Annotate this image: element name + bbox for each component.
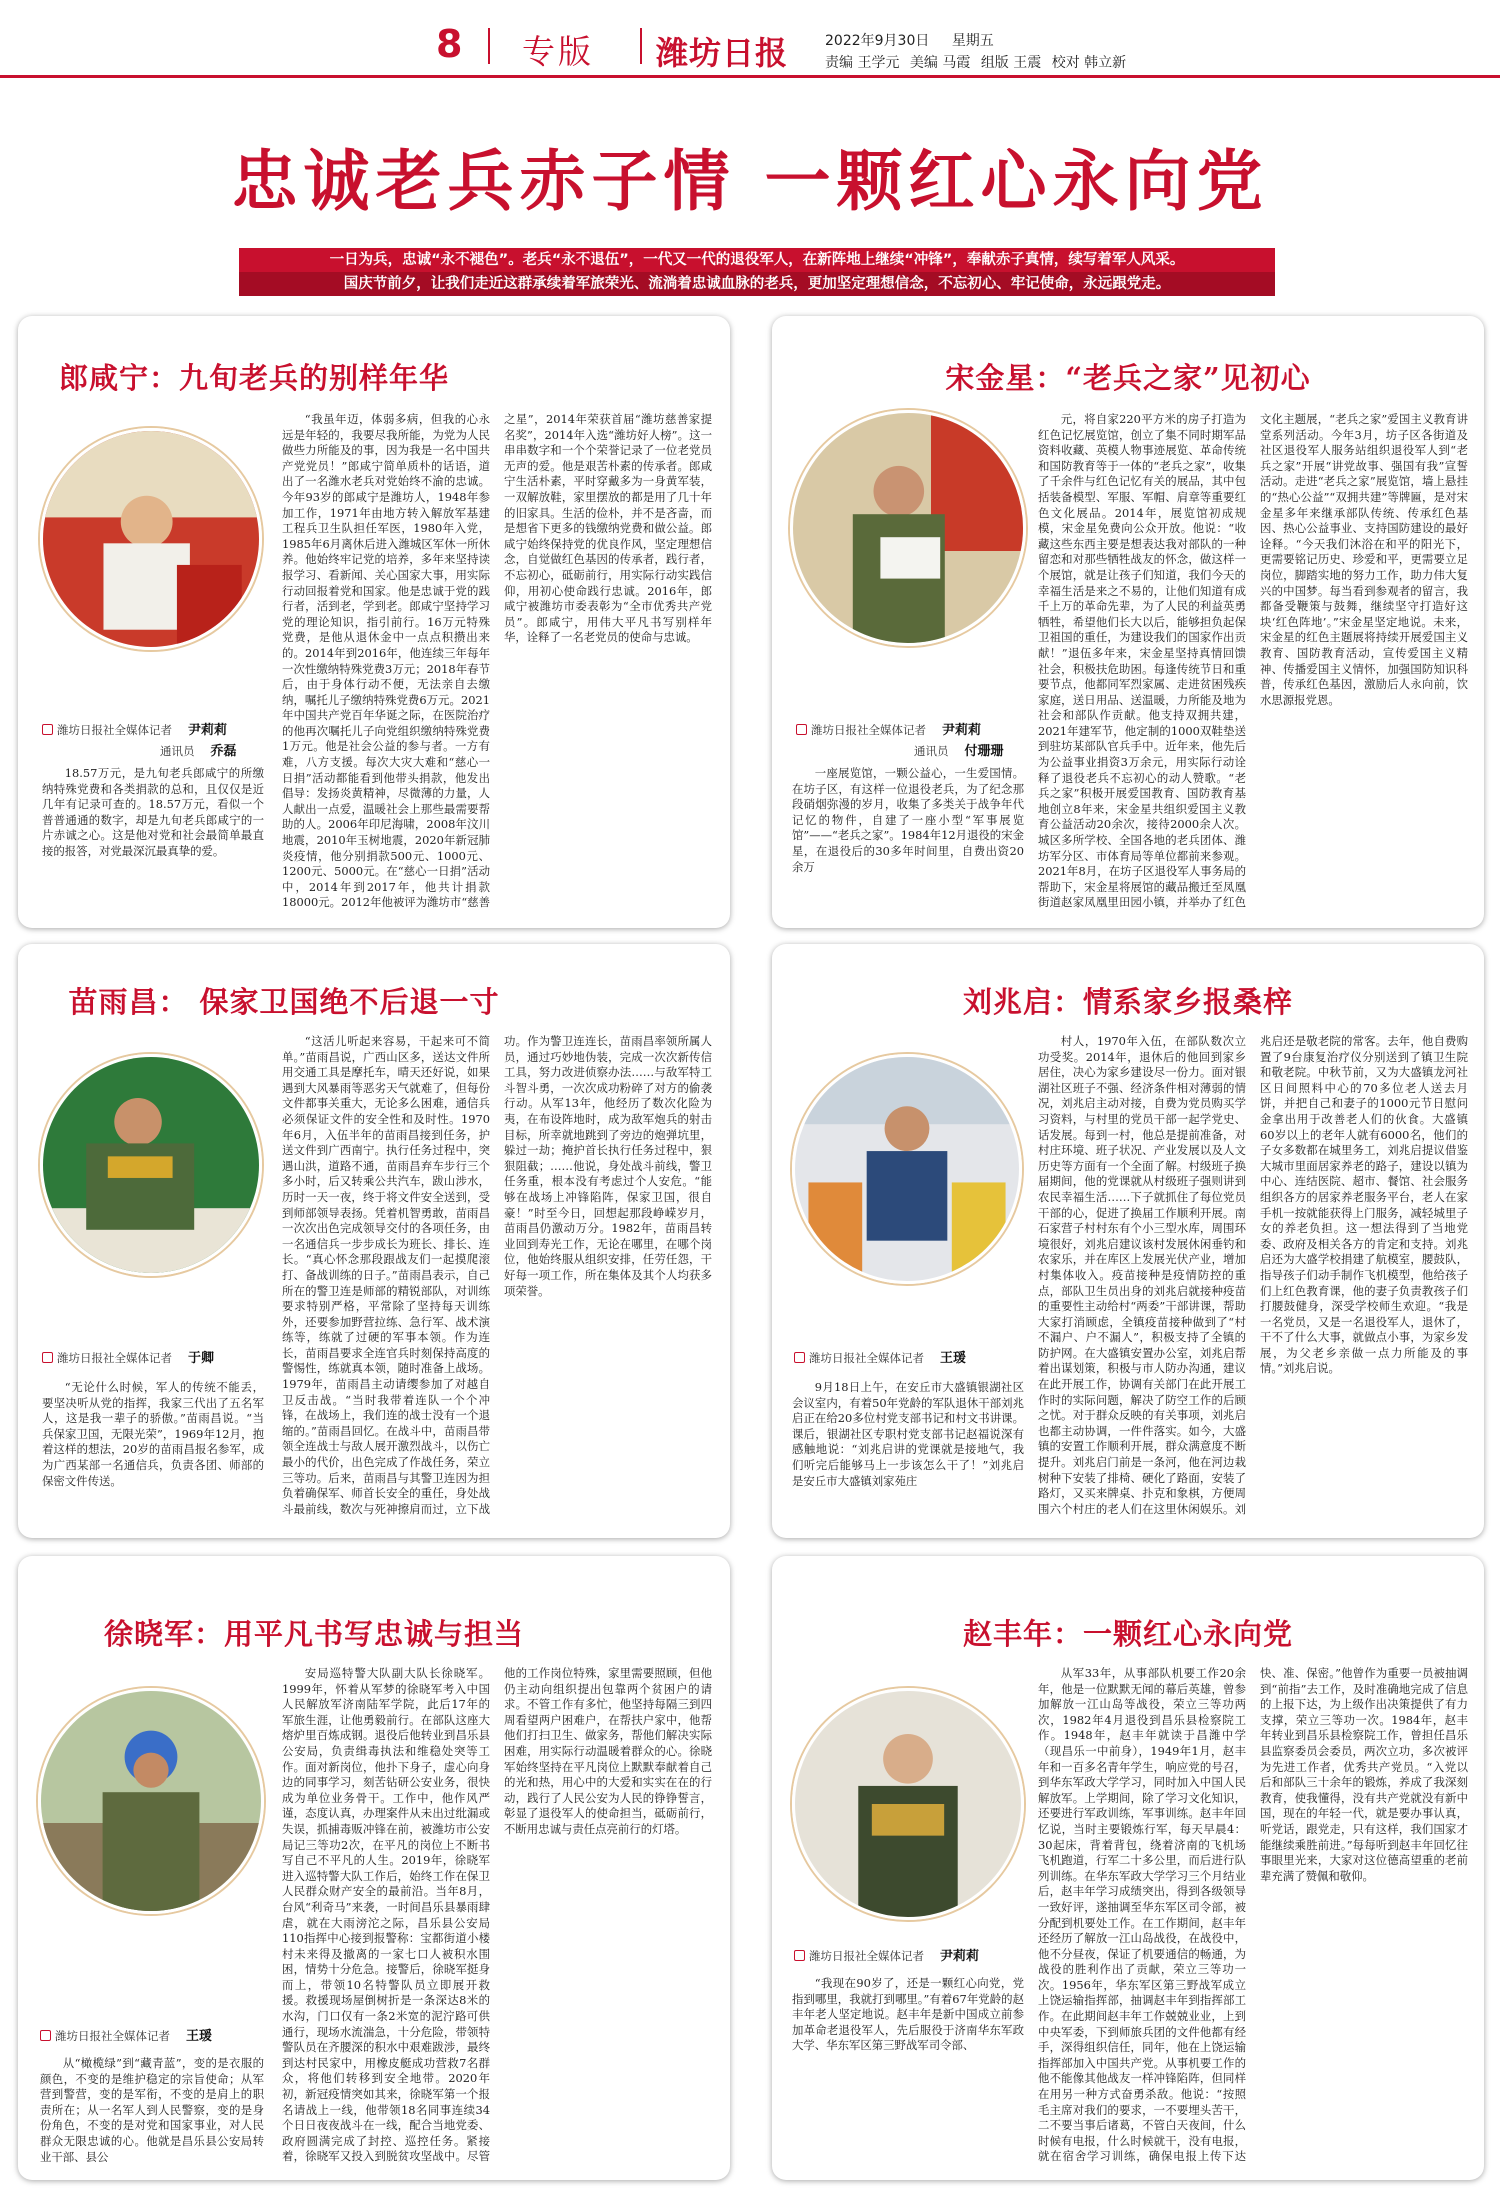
article-lead: 从“橄榄绿”到“藏青蓝”，变的是衣服的颜色，不变的是维护稳定的宗旨使命；从军营到警营，变的是军衔，不变的是肩上的职责所在；从一名军人到人民警察，变的是身份角色，不变的是对党和国家事业，对人民群众无限忠诚的心。他就是昌乐县公安局转业干部、县公 <box>40 2056 264 2164</box>
byline-label: 潍坊日报社全媒体记者 <box>809 1351 924 1365</box>
masthead-divider <box>640 28 642 64</box>
layout-credit: 组版 王震 <box>980 55 1042 71</box>
page-number: 8 <box>436 22 463 66</box>
article-body: “这活儿听起来容易，干起来可不简单。”苗雨昌说，广西山区多，送达文件所用交通工具是摩托车，晴天还好说，如果遇到大风暴雨等恶劣天气就难了，但每份文件都事关重大，无论多么困难，通信兵必须保证文件的安全性和及时性。1970年6月，入伍半年的苗雨昌接到任务，护送文件到广西南宁。执行任务过程中，突遇山洪，道路不通，苗雨昌弃车步行三个多小时，后又转乘公共汽车，跋山涉水，历时一天一夜，终于将文件安全送到，受到师部领导表扬。凭着机智勇敢，苗雨昌一次次出色完成领导交付的各项任务，由一名通信兵一步步成长为班长、排长、连长。“真心怀念那段跟战友们一起摸爬滚打、备战训练的日子。”苗雨昌表示，自己所在的警卫连是师部的精锐部队，对训练要求特别严格，平常除了坚持每天训练外，还要参加野营拉练、急行军、战术演练等，练就了过硬的军事本领。作为连长，苗雨昌要求全连官兵时刻保持高度的警惕性，练就真本领，随时准备上战场。1979年，苗雨昌主动请缨参加了对越自卫反击战。“当时我带着连队一个个冲锋，在战场上，我们连的战士没有一个退缩的。”苗雨昌回忆。在战斗中，苗雨昌带领全连战士与敌人展开激烈战斗，以伤亡最小的代价，出色完成了作战任务，荣立三等功。后来，苗雨昌与其警卫连因为担负着确保军、师首长安全的重任，身处战斗最前线，数次与死神擦肩而过，立下战功。作为警卫连连长，苗雨昌率领所属人员，通过巧妙地伪装，完成一次次新传信工具，努力改进侦察办法……与敌军特工斗智斗勇，一次次成功粉碎了对方的偷袭行动。从军13年，他经历了数次化险为夷，在布设阵地时，成为敌军炮兵的射击目标，所幸就地跳到了旁边的炮弹坑里，躲过一劫；掩护首长执行任务过程中，狠狠阻截；……他说，身处战斗前线，警卫任务重，根本没有考虑过个人安危。“能够在战场上冲锋陷阵，保家卫国，很自豪！”时至今日，回想起那段峥嵘岁月，苗雨昌仍激动万分。1982年，苗雨昌转业回到寿光工作，无论在哪里，在哪个岗位，他始终服从组织安排，任劳任怨，干好每一项工作，所在集体及其个人均获多项荣誉。 <box>282 1034 712 1516</box>
portrait-photo <box>40 1054 262 1276</box>
masthead-meta <box>825 30 1144 74</box>
correspondent-name: 付珊珊 <box>964 744 1004 759</box>
reporter-name: 王瑗 <box>186 2029 213 2044</box>
article-body: 从军33年，从事部队机要工作20余年，他是一位默默无闻的幕后英雄，曾参加解放一江山岛等战役，荣立三等功两次，1982年4月退役到昌乐县检察院工作。1948年，赵丰年就读于昌潍中学（现昌乐一中前身），1949年1月，赵丰年和一百多名青年学生，响应党的号召，到华东军政大学学习，同时加入中国人民解放军。上学期间，除了学习文化知识，还要进行军政训练，军事训练。赵丰年回忆说，当时主要锻炼行军，每天早晨4：30起床，背着背包，绕着济南的飞机场飞机跑道，行军二十多公里，而后进行队列训练。在华东军政大学学习三个月结业后，赵丰年学习成绩突出，得到各级领导一致好评，遂抽调至华东军区司令部，被分配到机要处工作。在工作期间，赵丰年还经历了解放一江山岛战役，在战役中，他不分昼夜，保证了机要通信的畅通，为战役的胜利作出了贡献，荣立三等功一次。1956年，华东军区第三野战军成立上饶运输指挥部，抽调赵丰年到指挥部工作。在此期间赵丰年工作兢兢业业，上到中央军委，下到师旅兵团的文件他都有经手，深得组织信任，同年，他在上饶运输指挥部加入中国共产党。从事机要工作的他不能像其他战友一样冲锋陷阵，但同样在用另一种方式奋勇杀敌。他说：“按照毛主席对我们的要求，一不要埋头苦干，二不要当事后诸葛，不管白天夜间，什么时候有电报，什么时候就干，没有电报，就在宿舍学习训练，确保电报上传下达快、准、保密。”他曾作为重要一员被抽调到“前指”去工作，及时准确地完成了信息的上报下达，为上级作出决策提供了有力支撑，荣立三等功一次。1984年，赵丰年转业到昌乐县检察院工作，曾担任昌乐县监察委员会委员，两次立功，多次被评为先进工作者，优秀共产党员。“入党以后和部队三十余年的锻炼，养成了我深刻教育，使我懂得，没有共产党就没有新中国，现在的年轻一代，就是要办事认真，听党话，跟党走，只有这样，我们国家才能继续乘胜前进。”每每听到赵丰年回忆往事眼里光来，大家对这位德高望重的老前辈充满了赞佩和敬仰。 <box>1038 1666 1468 2164</box>
byline-sub-label: 通讯员 <box>160 744 195 758</box>
correspondent-name: 乔磊 <box>210 744 237 759</box>
section-name: 专版 <box>522 32 594 71</box>
reporter-name: 王瑗 <box>940 1351 967 1366</box>
paper-mark-icon <box>42 724 53 735</box>
article-lead: 9月18日上午，在安丘市大盛镇银湖社区会议室内，有着50年党龄的军队退休干部刘兆启正在给20多位村党支部书记和村文书讲课。课后，银湖社区专职村党支部书记赵福说深有感触地说：“刘兆启讲的党课就是接地气，我们听完后能够马上一步该怎么干了！”刘兆启是安丘市大盛镇刘家苑庄 <box>792 1380 1024 1488</box>
byline-label: 潍坊日报社全媒体记者 <box>811 723 926 737</box>
paper-mark-icon <box>794 1352 805 1363</box>
article-body: 安局巡特警大队副大队长徐晓军。1999年，怀着从军梦的徐晓军考入中国人民解放军济南陆军学院，此后17年的军旅生涯，让他勇毅前行。在部队这座大熔炉里百炼成钢。退役后他转业到昌乐县公安局，负责缉毒执法和维稳处突等工作。面对新岗位，他扑下身子，虚心向身边的同事学习，刻苦钻研公安业务，很快成为单位业务骨干。工作中，他作风严谨，态度认真，办理案件从未出过纰漏或失误，抓捕毒贩冲锋在前，被潍坊市公安局记三等功2次，在平凡的岗位上不断书写自己不平凡的人生。2019年，徐晓军进入巡特警大队工作后，始终工作在保卫人民群众财产安全的最前沿。当年8月，台风“利奇马”来袭，一时间昌乐县暴雨肆虐，就在大雨滂沱之际，昌乐县公安局110指挥中心接到报警称：宝都街道小楼村未来得及撤离的一家七口人被积水围困，情势十分危急。接警后，徐晓军挺身而上，带领10名特警队员立即展开救援。救援现场屋倒树折是一条深达8米的水沟，门口仅有一条2米宽的泥泞路可供通行，现场水流湍急，十分危险，带领特警队员在齐腰深的积水中艰难跋涉，最终到达村民家中，用橡皮艇成功营救7名群众，将他们转移到安全地带。2020年初，新冠疫情突如其来，徐晓军第一个报名请战上一线，他带领18名同事连续34个日日夜夜战斗在一线，配合当地党委、政府圆满完成了封控、巡控任务。紧接着，徐晓军又投入到脱贫攻坚战中。尽管他的工作岗位特殊，家里需要照顾，但他仍主动向组织提出包靠两个贫困户的请求。不管工作有多忙，他坚持每隔三到四周看望两户困难户，在帮扶户家中，他帮他们打扫卫生、做家务，帮他们解决实际困难，用实际行动温暖着群众的心。徐晓军始终坚持在平凡岗位上默默奉献着自己的光和热，用心中的大爱和实实在在的行动，践行了人民公安为人民的铮铮誓言，彰显了退役军人的使命担当，砥砺前行，不断用忠诚与责任点亮前行的灯塔。 <box>282 1666 712 2164</box>
reporter-name: 尹莉莉 <box>942 723 982 738</box>
paper-mark-icon <box>794 1950 805 1961</box>
byline-label: 潍坊日报社全媒体记者 <box>57 723 172 737</box>
portrait-photo <box>40 428 262 650</box>
byline <box>794 1946 979 1967</box>
byline <box>794 1348 966 1369</box>
article-title: 郎咸宁：九旬老兵的别样年华 <box>58 361 449 395</box>
article-title: 刘兆启：情系家乡报桑梓 <box>962 985 1293 1019</box>
portrait-photo <box>792 1688 1024 1920</box>
newspaper-logo: 潍坊日报 <box>656 34 789 72</box>
article-card <box>772 944 1484 1538</box>
article-lead: 18.57万元，是九旬老兵郎咸宁的所缴纳特殊党费和各类捐款的总和，且仅仅是近几年有记录可查的。18.57万元，看似一个普普通通的数字，却是九旬老兵郎咸宁的一片赤诚之心。这是他对党和社会最简单最直接的报答，对党最深沉最真挚的爱。 <box>42 766 264 858</box>
article-lead: 一座展览馆，一颗公益心，一生爱国情。在坊子区，有这样一位退役老兵，为了纪念那段硝烟弥漫的岁月，收集了多类关于战争年代记忆的物件，自建了一座小型“军事展览馆”——“老兵之家”。1984年12月退役的宋金星，在退役后的30多年时间里，自费出资20余万 <box>792 766 1024 874</box>
issue-date: 2022年9月30日 <box>825 33 930 49</box>
proofreader-credit: 校对 韩立新 <box>1051 55 1127 71</box>
article-card <box>18 316 730 928</box>
reporter-name: 于卿 <box>188 1351 215 1366</box>
article-lead: “我现在90岁了，还是一颗红心向党，党指到哪里，我就打到哪里。”有着67年党龄的赵丰年老人坚定地说。赵丰年是新中国成立前参加革命老退役军人，先后服役于济南华东军政大学、华东军区第三野战军司令部、 <box>792 1976 1024 2053</box>
masthead-divider <box>488 28 490 64</box>
portrait-photo <box>792 1054 1022 1284</box>
article-title: 宋金星：“老兵之家”见初心 <box>945 361 1311 395</box>
article-card <box>772 1556 1484 2180</box>
portrait-photo <box>38 1688 264 1914</box>
article-card <box>772 316 1484 928</box>
article-card <box>18 944 730 1538</box>
byline <box>42 1348 214 1369</box>
paper-mark-icon <box>42 1352 53 1363</box>
article-title: 赵丰年：一颗红心永向党 <box>962 1617 1293 1651</box>
byline-label: 潍坊日报社全媒体记者 <box>55 2029 170 2043</box>
issue-weekday: 星期五 <box>951 33 994 49</box>
intro-banner <box>239 248 1275 296</box>
article-body: 村人，1970年入伍，在部队数次立功受奖。2014年，退休后的他回到家乡居住，决心为家乡建设尽一份力。面对银湖社区班子不强、经济条件相对薄弱的情况，刘兆启主动对接，自费为党员购买学习资料，与村里的党员干部一起学党史、话发展。每到一村，他总是提前准备，对村庄环境、班子状况、产业发展以及人文历史等方面有一个全面了解。村级班子换届期间，他的党课就从村级班子强则讲到农民幸福生活……下子就抓住了每位党员干部的心，促进了换届工作顺利开展。南石家营子村村东有个小三型水库，周围环境很好，刘兆启建议该村发展休闲垂钓和农家乐，并在库区上发展光伏产业，增加村集体收入。疫苗接种是疫情防控的重点，部队卫生员出身的刘兆启就接种疫苗的重要性主动给村“两委”干部讲课，帮助大家打消顾虑，全镇疫苗接种做到了“村不漏户、户不漏人”，积极支持了全镇的防护网。在大盛镇安置办公室，刘兆启帮着出谋划策，积极与市人防办沟通，建议在此开展工作，协调有关部门在此开展工作时的实际问题，解决了防空工作的后顾之忧。对于群众反映的有关事项，刘兆启也都主动协调，一件件落实。如今，大盛镇的安置工作顺利开展，群众满意度不断提升。刘兆启门前是一条河，他在河边栽树种下安装了排椅、硬化了路面，安装了路灯，又买来牌桌、扑克和象棋，方便周围六个村庄的老人们在这里休闲娱乐。刘兆启还是敬老院的常客。去年，他自费购置了9台康复治疗仪分别送到了镇卫生院和敬老院。中秋节前，又为大盛镇龙河社区日间照料中心的70多位老人送去月饼，并把自己和妻子的1000元节日慰问金拿出用于改善老人们的伙食。大盛镇60岁以上的老年人就有6000名，他们的子女多数都在城里务工，刘兆启提议借鉴大城市里面居家养老的路子，建设以镇为中心、连结医院、超市、餐馆、社会服务组织各方的居家养老服务平台，老人在家手机一按就能获得上门服务，减轻城里子女的养老负担。这一想法得到了当地党委、政府及相关各方的肯定和支持。刘兆启还为大盛学校捐建了航模室，腰鼓队，指导孩子们动手制作飞机模型，他给孩子们上红色教育课，他的妻子负责教孩子们打腰鼓健身，深受学校师生欢迎。“我是一名党员，又是一名退役军人，退休了，干不了什么大事，就做点小事，为家乡发展，为父老乡亲做一点力所能及的事情。”刘兆启说。 <box>1038 1034 1468 1516</box>
byline-sub-label: 通讯员 <box>914 744 949 758</box>
byline <box>40 2026 212 2047</box>
masthead <box>0 0 1500 78</box>
reporter-name: 尹莉莉 <box>188 723 228 738</box>
article-title: 苗雨昌： 保家卫国绝不后退一寸 <box>68 985 500 1019</box>
byline <box>42 720 237 762</box>
article-title: 徐晓军：用平凡书写忠诚与担当 <box>103 1617 524 1651</box>
article-body: “我虽年迈，体弱多病，但我的心永远是年轻的，我要尽我所能，为党为人民做些力所能及的事，因为我是一名中国共产党党员！”郎咸宁简单质朴的话语，道出了一名潍水老兵对党始终不渝的忠诚。今年93岁的郎咸宁是潍坊人，1948年参加工作，1971年由地方转入解放军基建工程兵卫生队担任军医，1980年入党，1985年6月离休后进入潍城区军休一所休养。他始终牢记党的培养，多年来坚持读报学习、看新闻、关心国家大事，用实际行动回报着党和国家。他是忠诚于党的践行者，活到老，学到老。郎咸宁坚持学习党的理论知识，指引前行。16万元特殊党费，是他从退休金中一点点积攒出来的。2014年到2016年，他连续三年每年一次性缴纳特殊党费3万元；2018年春节后，由于身体行动不便，无法亲自去缴纳，嘱托儿子缴纳特殊党费6万元。2021年中国共产党百年华诞之际，在医院治疗的他再次嘱托儿子向党组织缴纳特殊党费1万元。他是社会公益的参与者。一方有难，八方支援。每次大灾大难和“慈心一日捐”活动都能看到他带头捐款，他发出倡导：发扬炎黄精神，尽微薄的力量，人人献出一点爱，温暖社会上那些最需要帮助的人。2006年印尼海啸，2008年汶川地震，2010年玉树地震，2020年新冠肺炎疫情，他分别捐款500元、1000元、1200元、5000元。在“慈心一日捐”活动中，2014年到2017年，他共计捐款18000元。2012年他被评为潍坊市“慈善之星”，2014年荣获首届“潍坊慈善家提名奖”，2014年入选“潍坊好人榜”。这一串串数字和一个个荣誉记录了一位老党员无声的爱。他是艰苦朴素的传承者。郎咸宁生活朴素，平时穿戴多为一身黄军装，一双解放鞋，家里摆放的都是用了几十年的旧家具。生活的俭朴，并不是吝啬，而是想省下更多的钱缴纳党费和做公益。郎咸宁始终保持党的优良作风，坚定理想信念，自觉做红色基因的传承者，践行者，不忘初心，砥砺前行，用实际行动实践信仰，用初心使命践行忠诚。2016年，郎咸宁被潍坊市委表彰为“全市优秀共产党员”。郎咸宁，用伟大平凡书写别样年华，诠释了一名老党员的使命与忠诚。 <box>282 412 712 910</box>
art-editor-credit: 美编 马霞 <box>909 55 971 71</box>
article-lead: “无论什么时候，军人的传统不能丢，要坚决听从党的指挥，我家三代出了五名军人，这是我一辈子的骄傲。”苗雨昌说。“当兵保家卫国，无限光荣”，1969年12月，抱着这样的想法，20岁的苗雨昌报名参军，成为广西某部一名通信兵，负责各团、师部的保密文件传送。 <box>42 1380 264 1488</box>
paper-mark-icon <box>796 724 807 735</box>
editor-credit: 责编 王学元 <box>825 55 900 71</box>
banner-line-1: 一日为兵，忠诚“永不褪色”。老兵“永不退伍”，一代又一代的退役军人，在新阵地上继续“冲锋”，奉献赤子真情，续写着军人风采。 <box>329 252 1185 268</box>
portrait-photo <box>790 410 1026 646</box>
byline-label: 潍坊日报社全媒体记者 <box>809 1949 924 1963</box>
byline-label: 潍坊日报社全媒体记者 <box>57 1351 172 1365</box>
banner-line-2: 国庆节前夕，让我们走近这群承续着军旅荣光、流淌着忠诚血脉的老兵，更加坚定理想信念，不忘初心、牢记使命，永远跟党走。 <box>239 272 1275 296</box>
paper-mark-icon <box>40 2030 51 2041</box>
article-card <box>18 1556 730 2180</box>
page-headline: 忠诚老兵赤子情 一颗红心永向党 <box>231 142 1269 220</box>
reporter-name: 尹莉莉 <box>940 1949 980 1964</box>
article-body: 元，将自家220平方米的房子打造为红色记忆展览馆，创立了集不同时期军品资料收藏、英模人物事迹展览、革命传统和国防教育等于一体的“老兵之家”，收集了千余件与红色记忆有关的展品，其中包括装备模型、军服、军帽、肩章等重要红色文化展品。2014年，展览馆初成规模，宋金星免费向公众开放。他说：“收藏这些东西主要是想表达我对部队的一种留恋和对那些牺牲战友的怀念，做这样一个展馆，就是让孩子们知道，我们今天的幸福生活是来之不易的，让他们知道有成千上万的革命先辈，为了人民的利益英勇牺牲，希望他们长大以后，能够担负起保卫祖国的重任，为建设我们的国家作出贡献！”退伍多年来，宋金星坚持真情回馈社会，积极扶危助困。每逢传统节日和重要节点，他都同军烈家属、走进贫困残疾家庭，送日用品、送温暖，力所能及地为社会和部队作贡献。他支持双拥共建，2021年建军节，他定制的1000双鞋垫送到驻坊某部队官兵手中。近年来，他先后为公益事业捐资3万余元，用实际行动诠释了退役老兵不忘初心的动人赞歌。“老兵之家”积极开展爱国教育、国防教育基地创立8年来，宋金星共组织爱国主义教育公益活动20余次，接待2000余人次。城区多所学校、全国各地的老兵团体、潍坊军分区、市体育局等单位都前来参观。2021年8月，在坊子区退役军人事务局的帮助下，宋金星将展馆的藏品搬迁至凤凰街道赵家凤凰里田园小镇，并举办了红色文化主题展，“老兵之家”爱国主义教育讲堂系列活动。今年3月，坊子区各街道及社区退役军人服务站组织退役军人到“老兵之家”开展“讲党故事、强国有我”宣誓活动。走进“老兵之家”展览馆，墙上悬挂的“热心公益”“双拥共建”等牌匾，是对宋金星多年来继承部队传统、传承红色基因、热心公益事业、支持国防建设的最好诠释。“今天我们沐浴在和平的阳光下，更需要铭记历史、珍爱和平，更需要立足岗位，脚踏实地的努力工作，助力伟大复兴的中国梦。每当看到参观者的留言，我都备受鞭策与鼓舞，继续坚守打造好这块‘红色阵地’。”宋金星坚定地说。未来，宋金星的红色主题展将持续开展爱国主义教育、国防教育活动，宣传爱国主义精神、传播爱国主义情怀，加强国防知识科普，传承红色基因，激励后人永向前，饮水思源报党恩。 <box>1038 412 1468 910</box>
byline <box>796 720 1004 762</box>
